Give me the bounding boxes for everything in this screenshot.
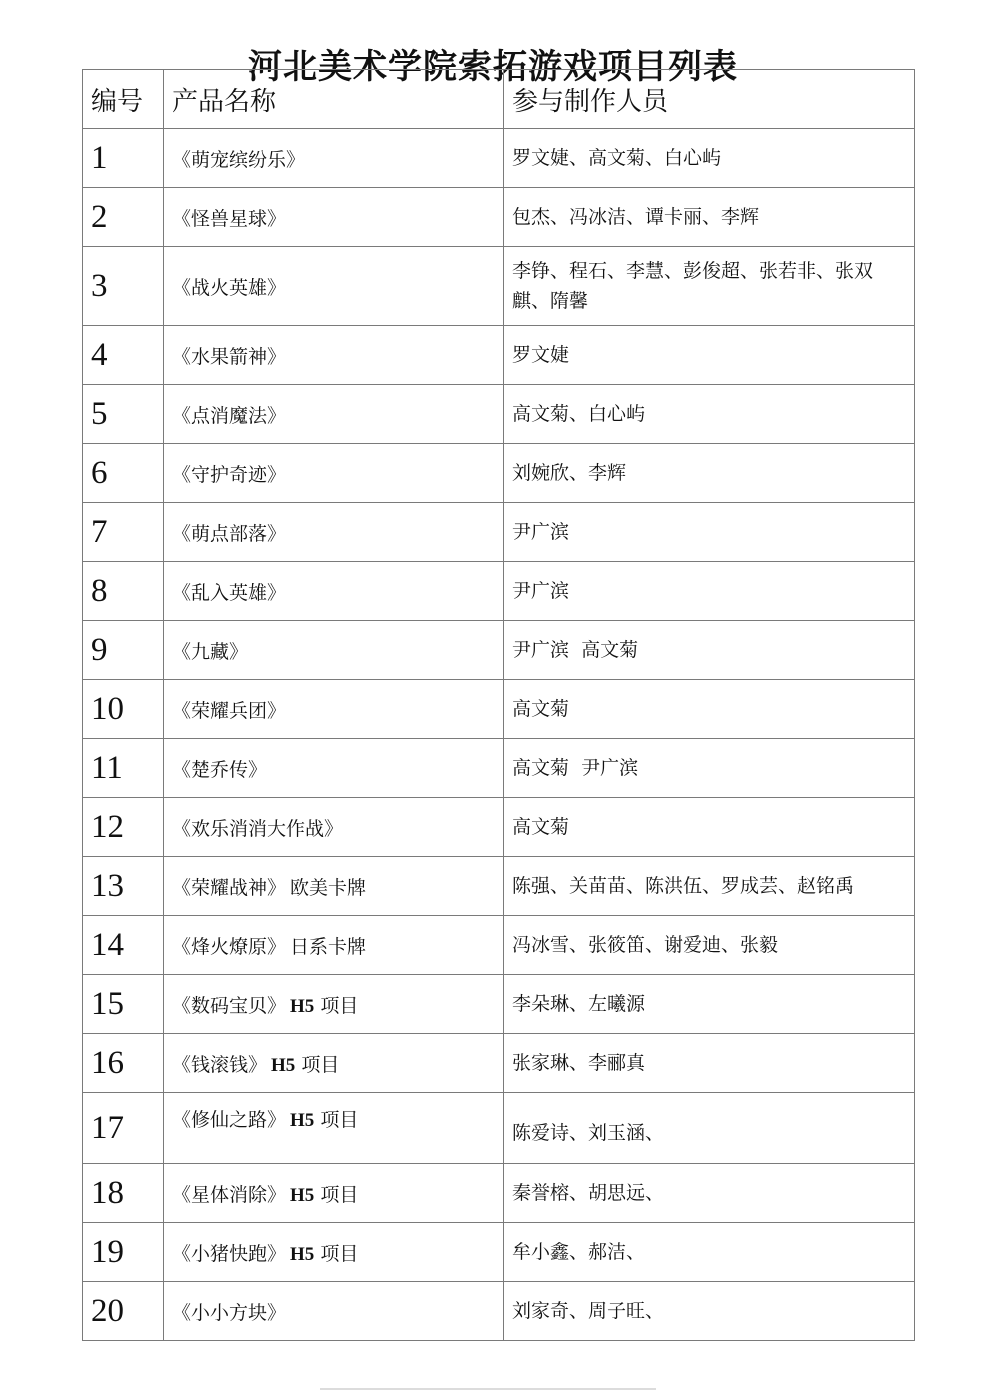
product-title: 《星体消除》 <box>172 1183 287 1206</box>
members: 陈爱诗、刘玉涵、 <box>504 1093 915 1164</box>
product-title: 《九藏》 <box>172 640 249 663</box>
product-type: 欧美卡牌 <box>290 876 367 899</box>
product-title: 《小猪快跑》 <box>172 1242 287 1265</box>
product-name <box>164 1223 504 1282</box>
row-number: 16 <box>83 1034 164 1093</box>
product-title: 《烽火燎原》 <box>172 935 287 958</box>
product-name <box>164 680 504 739</box>
product-type <box>290 1243 358 1265</box>
row-number: 1 <box>83 129 164 188</box>
table-row <box>83 739 915 798</box>
product-type-label: 项目 <box>320 1183 359 1206</box>
members: 刘家奇、周子旺、 <box>504 1282 915 1341</box>
product-title: 《修仙之路》 <box>172 1109 287 1131</box>
members: 尹广滨 高文菊 <box>504 621 915 680</box>
product-type-tag: H5 <box>290 1110 315 1131</box>
table-row <box>83 1282 915 1341</box>
table-row <box>83 188 915 247</box>
product-name <box>164 798 504 857</box>
table-row <box>83 857 915 916</box>
table-row <box>83 621 915 680</box>
product-type: 日系卡牌 <box>290 935 367 958</box>
product-title: 《欢乐消消大作战》 <box>172 817 344 840</box>
table-row <box>83 1164 915 1223</box>
members: 李铮、程石、李慧、彭俊超、张若非、张双麒、隋馨 <box>504 247 915 326</box>
product-title: 《水果箭神》 <box>172 345 287 368</box>
members: 李朵琳、左曦源 <box>504 975 915 1034</box>
product-type-tag: H5 <box>271 1054 296 1076</box>
members: 高文菊 <box>504 798 915 857</box>
members: 罗文婕、高文菊、白心屿 <box>504 129 915 188</box>
page-title: 河北美术学院索拓游戏项目列表 <box>248 46 738 87</box>
product-name <box>164 188 504 247</box>
table-header-row <box>83 70 915 129</box>
product-title: 《小小方块》 <box>172 1301 287 1324</box>
table-row <box>83 444 915 503</box>
product-name <box>164 444 504 503</box>
row-number: 10 <box>83 680 164 739</box>
column-header-number: 编号 <box>83 70 164 129</box>
project-table <box>82 69 915 1341</box>
row-number: 20 <box>83 1282 164 1341</box>
product-type-label: 项目 <box>320 994 359 1017</box>
product-name <box>164 562 504 621</box>
product-type <box>290 995 358 1017</box>
product-type <box>290 1109 358 1131</box>
row-number: 7 <box>83 503 164 562</box>
product-name <box>164 1164 504 1223</box>
row-number: 9 <box>83 621 164 680</box>
table-row <box>83 129 915 188</box>
product-name <box>164 916 504 975</box>
table-row <box>83 1223 915 1282</box>
table-row <box>83 1093 915 1164</box>
row-number: 19 <box>83 1223 164 1282</box>
product-title: 《怪兽星球》 <box>172 207 287 230</box>
product-name <box>164 503 504 562</box>
row-number: 2 <box>83 188 164 247</box>
product-name <box>164 1282 504 1341</box>
table-row <box>83 975 915 1034</box>
product-name <box>164 975 504 1034</box>
table-row <box>83 385 915 444</box>
table-row <box>83 326 915 385</box>
members: 高文菊 尹广滨 <box>504 739 915 798</box>
product-title: 《荣耀兵团》 <box>172 699 287 722</box>
product-title: 《萌宠缤纷乐》 <box>172 148 306 171</box>
product-type <box>271 1054 339 1076</box>
row-number: 17 <box>83 1093 164 1164</box>
product-title: 《楚乔传》 <box>172 758 268 781</box>
product-name <box>164 621 504 680</box>
column-header-members: 参与制作人员 <box>504 70 915 129</box>
members: 秦誉榕、胡思远、 <box>504 1164 915 1223</box>
members: 尹广滨 <box>504 562 915 621</box>
product-title: 《钱滚钱》 <box>172 1053 268 1076</box>
product-type <box>290 1184 358 1206</box>
product-name <box>164 1034 504 1093</box>
product-title: 《战火英雄》 <box>172 276 287 299</box>
product-type-tag: H5 <box>290 995 315 1017</box>
members: 尹广滨 <box>504 503 915 562</box>
members: 高文菊 <box>504 680 915 739</box>
members: 牟小鑫、郝洁、 <box>504 1223 915 1282</box>
members: 包杰、冯冰洁、谭卡丽、李辉 <box>504 188 915 247</box>
members: 陈强、关苗苗、陈洪伍、罗成芸、赵铭禹 <box>504 857 915 916</box>
product-name <box>164 326 504 385</box>
row-number: 3 <box>83 247 164 326</box>
members: 冯冰雪、张筱笛、谢爱迪、张毅 <box>504 916 915 975</box>
row-number: 4 <box>83 326 164 385</box>
table-row <box>83 798 915 857</box>
product-name <box>164 247 504 326</box>
table-row <box>83 916 915 975</box>
row-number: 8 <box>83 562 164 621</box>
product-type-tag: H5 <box>290 1243 315 1265</box>
product-title: 《乱入英雄》 <box>172 581 287 604</box>
table-row <box>83 247 915 326</box>
row-number: 13 <box>83 857 164 916</box>
product-name <box>164 1093 504 1164</box>
column-header-product-name: 产品名称 <box>164 70 504 129</box>
row-number: 14 <box>83 916 164 975</box>
product-title: 《数码宝贝》 <box>172 994 287 1017</box>
members: 高文菊、白心屿 <box>504 385 915 444</box>
product-title: 《荣耀战神》 <box>172 876 287 899</box>
product-name <box>164 739 504 798</box>
product-type-tag: H5 <box>290 1184 315 1206</box>
table-row <box>83 503 915 562</box>
row-number: 6 <box>83 444 164 503</box>
product-type-label: 项目 <box>320 1109 359 1131</box>
members: 罗文婕 <box>504 326 915 385</box>
row-number: 11 <box>83 739 164 798</box>
product-title: 《点消魔法》 <box>172 404 287 427</box>
row-number: 18 <box>83 1164 164 1223</box>
product-name <box>164 129 504 188</box>
row-number: 15 <box>83 975 164 1034</box>
product-title: 《萌点部落》 <box>172 522 287 545</box>
table-row <box>83 1034 915 1093</box>
table-row <box>83 680 915 739</box>
table-row <box>83 562 915 621</box>
row-number: 5 <box>83 385 164 444</box>
row-number: 12 <box>83 798 164 857</box>
product-name <box>164 857 504 916</box>
product-name <box>164 385 504 444</box>
product-type-label: 项目 <box>301 1053 340 1076</box>
members: 张家琳、李郦真 <box>504 1034 915 1093</box>
product-type-label: 项目 <box>320 1242 359 1265</box>
product-title: 《守护奇迹》 <box>172 463 287 486</box>
members: 刘婉欣、李辉 <box>504 444 915 503</box>
